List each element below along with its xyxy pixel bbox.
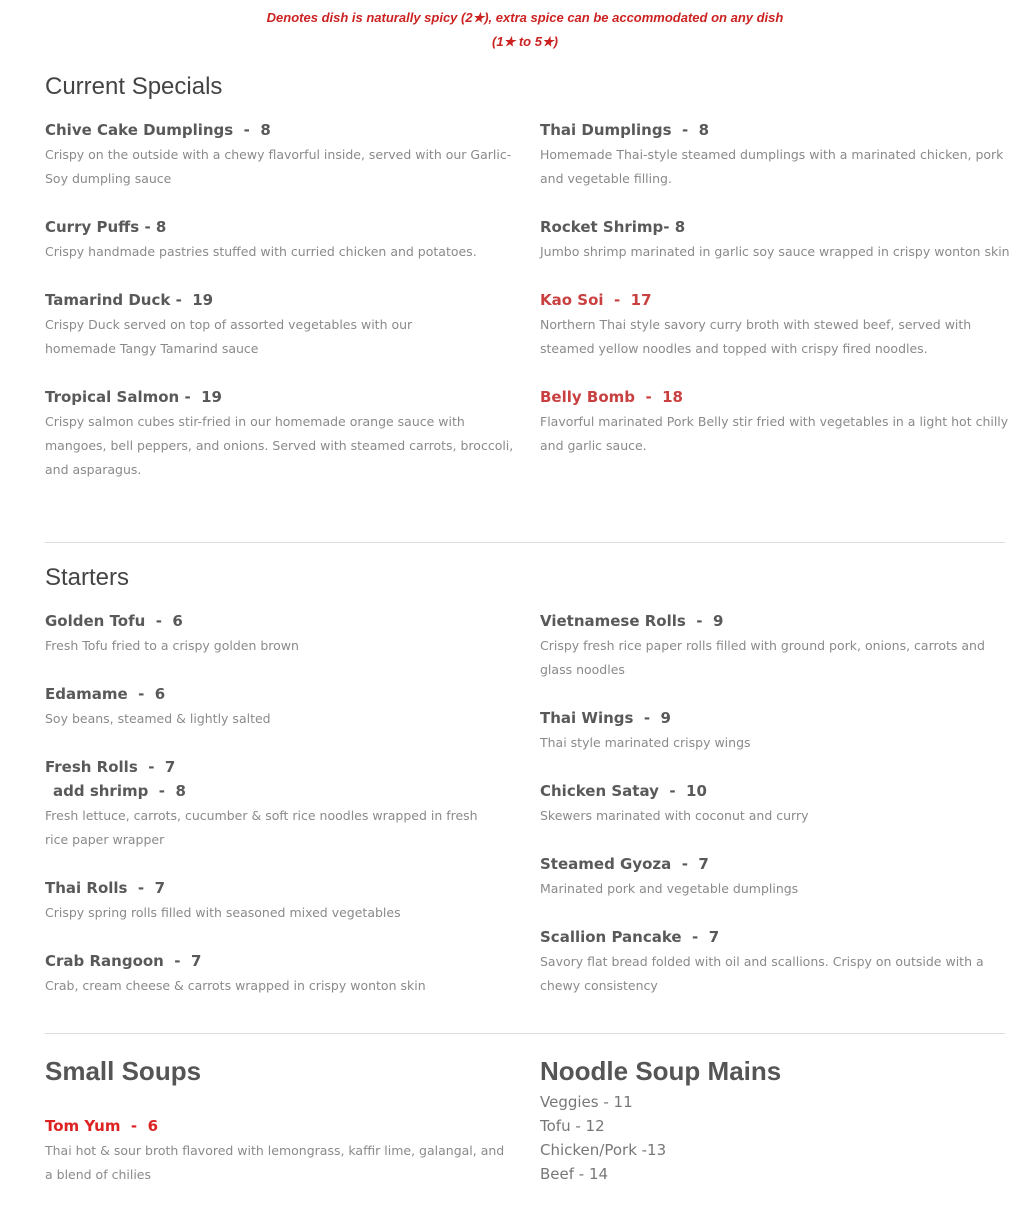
menu-item <box>45 876 515 925</box>
menu-item <box>45 949 515 998</box>
item-description: Crispy spring rolls filled with seasoned mixed vegetables <box>45 905 401 920</box>
section-divider <box>45 542 1005 543</box>
item-description: Crispy Duck served on top of assorted vegetables with our homemade Tangy Tamarind sauce <box>45 317 413 356</box>
item-name: Vietnamese Rolls - 9 <box>540 612 724 630</box>
item-description: Thai hot & sour broth flavored with lemongrass, kaffir lime, galangal, and a blend of chilies <box>45 1143 505 1182</box>
menu-item <box>45 609 515 658</box>
item-description: Crispy fresh rice paper rolls filled with ground pork, onions, carrots and glass noodles <box>540 638 985 677</box>
menu-item <box>45 288 515 361</box>
protein-option: Chicken/Pork -13 <box>540 1141 667 1159</box>
item-name: Crab Rangoon - 7 <box>45 952 202 970</box>
specials-left-column <box>45 118 515 506</box>
menu-item <box>540 385 1010 458</box>
item-name: Tom Yum - 6 <box>45 1117 159 1135</box>
menu-item <box>45 1114 515 1187</box>
noodle-soup-title: Noodle Soup Mains <box>540 1056 782 1086</box>
menu-item <box>540 609 1010 682</box>
item-name: Belly Bomb - 18 <box>540 388 683 406</box>
small-soups-title: Small Soups <box>45 1056 202 1086</box>
menu-item <box>45 682 515 731</box>
item-description: Fresh Tofu fried to a crispy golden brown <box>45 638 299 653</box>
item-description: Thai style marinated crispy wings <box>540 735 751 750</box>
spicy-notice <box>0 6 1030 54</box>
item-name: Tropical Salmon - 19 <box>45 388 222 406</box>
item-description: Marinated pork and vegetable dumplings <box>540 881 799 896</box>
item-description: Soy beans, steamed & lightly salted <box>45 711 271 726</box>
item-name: Thai Dumplings - 8 <box>540 121 710 139</box>
item-name: Kao Soi - 17 <box>540 291 652 309</box>
menu-item <box>45 385 515 482</box>
spicy-notice-line1: Denotes dish is naturally spicy (2★), extra spice can be accommodated on any dish <box>266 10 784 25</box>
item-name: Edamame - 6 <box>45 685 166 703</box>
menu-item <box>540 779 1010 828</box>
item-description: Northern Thai style savory curry broth with stewed beef, served with steamed yellow noodles and topped with crispy fired noodles. <box>540 317 972 356</box>
menu-item <box>45 215 515 264</box>
spicy-notice-line2: (1★ to 5★) <box>492 34 558 49</box>
item-description: Crispy on the outside with a chewy flavorful inside, served with our Garlic-Soy dumpling sauce <box>45 147 512 186</box>
starters-left-column <box>45 609 515 1022</box>
item-description: Homemade Thai-style steamed dumplings with a marinated chicken, pork and vegetable filling. <box>540 147 1004 186</box>
item-name: Tamarind Duck - 19 <box>45 291 214 309</box>
item-description: Crispy salmon cubes stir-fried in our homemade orange sauce with mangoes, bell peppers, and onions. Served with steamed carrots, broccoli, and asparagus. <box>45 414 514 477</box>
menu-item <box>540 925 1010 998</box>
item-description: Crab, cream cheese & carrots wrapped in crispy wonton skin <box>45 978 426 993</box>
menu-item <box>540 215 1010 264</box>
menu-item <box>540 118 1010 191</box>
starters-right-column <box>540 609 1010 1022</box>
item-name: Curry Puffs - 8 <box>45 218 167 236</box>
item-description: Skewers marinated with coconut and curry <box>540 808 809 823</box>
item-description: Fresh lettuce, carrots, cucumber & soft rice noodles wrapped in fresh rice paper wrapper <box>45 808 478 847</box>
item-name: Chicken Satay - 10 <box>540 782 707 800</box>
menu-item <box>540 706 1010 755</box>
item-description: Flavorful marinated Pork Belly stir fried with vegetables in a light hot chilly and garlic sauce. <box>540 414 1009 453</box>
starters-title: Starters <box>45 564 130 591</box>
section-divider <box>45 1033 1005 1034</box>
item-name: Thai Rolls - 7 <box>45 879 166 897</box>
protein-option: Beef - 14 <box>540 1165 609 1183</box>
item-name: Golden Tofu - 6 <box>45 612 183 630</box>
menu-item <box>45 118 515 191</box>
protein-option: Veggies - 11 <box>540 1093 633 1111</box>
item-name: Thai Wings - 9 <box>540 709 671 727</box>
specials-right-column <box>540 118 1010 482</box>
menu-item <box>45 755 515 852</box>
item-name: Fresh Rolls - 7 <box>45 758 176 776</box>
item-name: Scallion Pancake - 7 <box>540 928 720 946</box>
item-description: Crispy handmade pastries stuffed with curried chicken and potatoes. <box>45 244 477 259</box>
item-name: Rocket Shrimp- 8 <box>540 218 686 236</box>
protein-option: Tofu - 12 <box>540 1117 605 1135</box>
menu-item <box>540 288 1010 361</box>
menu-item <box>540 852 1010 901</box>
item-name: Chive Cake Dumplings - 8 <box>45 121 271 139</box>
item-name: Steamed Gyoza - 7 <box>540 855 709 873</box>
noodle-soup-options <box>540 1090 1010 1186</box>
small-soups-column <box>45 1114 515 1211</box>
item-description: Savory flat bread folded with oil and scallions. Crispy on outside with a chewy consistency <box>540 954 984 993</box>
item-description: Jumbo shrimp marinated in garlic soy sauce wrapped in crispy wonton skin <box>540 244 1010 259</box>
specials-title: Current Specials <box>45 73 223 100</box>
item-addon: add shrimp - 8 <box>53 782 186 800</box>
